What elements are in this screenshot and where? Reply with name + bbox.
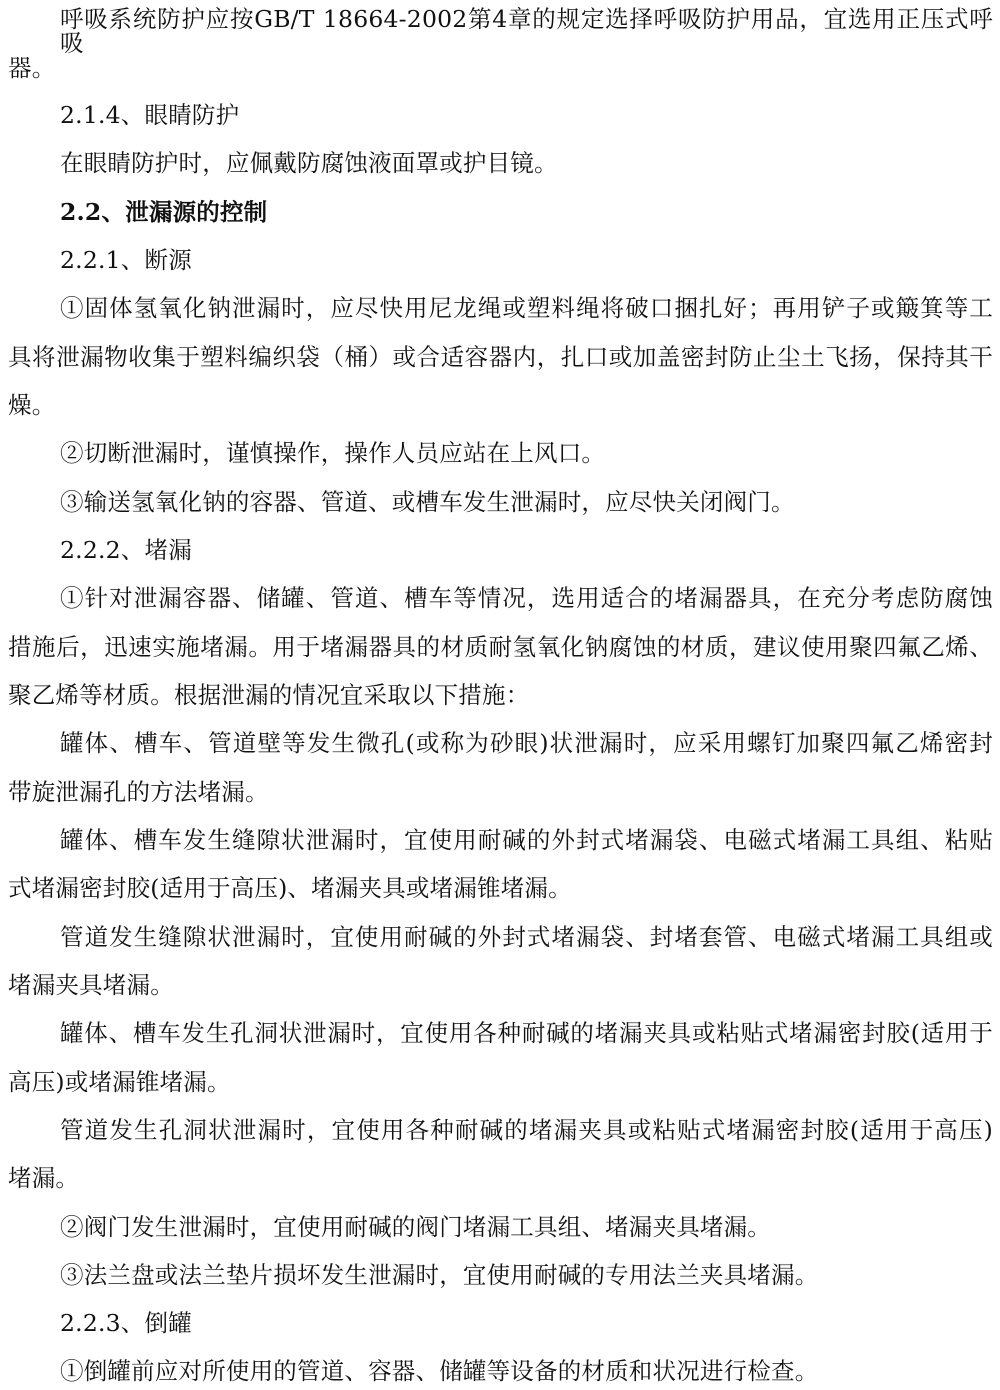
- paragraph-line: ①固体氢氧化钠泄漏时，应尽快用尼龙绳或塑料绳将破口捆扎好；再用铲子或簸箕等工: [60, 294, 993, 322]
- paragraph-line: 带旋泄漏孔的方法堵漏。: [8, 778, 269, 806]
- paragraph-line: ①针对泄漏容器、储罐、管道、槽车等情况，选用适合的堵漏器具，在充分考虑防腐蚀: [60, 584, 993, 612]
- section-heading: 2.2.2、堵漏: [60, 536, 192, 564]
- paragraph-line: 堵漏。: [8, 1164, 80, 1192]
- paragraph-line: 在眼睛防护时，应佩戴防腐蚀液面罩或护目镜。: [60, 149, 558, 177]
- section-heading: 2.1.4、眼睛防护: [60, 101, 240, 129]
- paragraph-line: 管道发生缝隙状泄漏时，宜使用耐碱的外封式堵漏袋、封堵套管、电磁式堵漏工具组或: [60, 923, 993, 951]
- paragraph-line: 具将泄漏物收集于塑料编织袋（桶）或合适容器内，扎口或加盖密封防止尘土飞扬，保持其干: [8, 343, 993, 371]
- paragraph-line: ①倒罐前应对所使用的管道、容器、储罐等设备的材质和状况进行检查。: [60, 1357, 819, 1385]
- paragraph-line: 燥。: [8, 391, 56, 419]
- paragraph-line: 管道发生孔洞状泄漏时，宜使用各种耐碱的堵漏夹具或粘贴式堵漏密封胶(适用于高压): [60, 1116, 993, 1144]
- section-heading: 2.2、泄漏源的控制: [60, 198, 268, 226]
- paragraph-line: ②阀门发生泄漏时，宜使用耐碱的阀门堵漏工具组、堵漏夹具堵漏。: [60, 1213, 771, 1241]
- paragraph-line: 罐体、槽车、管道壁等发生微孔(或称为砂眼)状泄漏时，应采用螺钉加聚四氟乙烯密封: [60, 729, 993, 757]
- paragraph-line: 呼吸系统防护应按GB/T 18664-2002第4章的规定选择呼吸防护用品，宜选用正压式呼吸: [60, 5, 993, 57]
- paragraph-line: 罐体、槽车发生孔洞状泄漏时，宜使用各种耐碱的堵漏夹具或粘贴式堵漏密封胶(适用于: [60, 1019, 993, 1047]
- section-heading: 2.2.3、倒罐: [60, 1309, 192, 1337]
- paragraph-line: 罐体、槽车发生缝隙状泄漏时，宜使用耐碱的外封式堵漏袋、电磁式堵漏工具组、粘贴: [60, 826, 993, 854]
- section-heading: 2.2.1、断源: [60, 246, 192, 274]
- paragraph-line: ③法兰盘或法兰垫片损坏发生泄漏时，宜使用耐碱的专用法兰夹具堵漏。: [60, 1261, 819, 1289]
- paragraph-line: 器。: [8, 54, 56, 82]
- paragraph-line: 式堵漏密封胶(适用于高压)、堵漏夹具或堵漏锥堵漏。: [8, 874, 572, 902]
- paragraph-line: ③输送氢氧化钠的容器、管道、或槽车发生泄漏时，应尽快关闭阀门。: [60, 488, 795, 516]
- paragraph-line: 高压)或堵漏锥堵漏。: [8, 1068, 231, 1096]
- paragraph-line: ②切断泄漏时，谨慎操作，操作人员应站在上风口。: [60, 439, 606, 467]
- paragraph-line: 堵漏夹具堵漏。: [8, 971, 174, 999]
- paragraph-line: 聚乙烯等材质。根据泄漏的情况宜采取以下措施：: [8, 681, 530, 709]
- paragraph-line: 措施后，迅速实施堵漏。用于堵漏器具的材质耐氢氧化钠腐蚀的材质，建议使用聚四氟乙烯、: [8, 633, 993, 661]
